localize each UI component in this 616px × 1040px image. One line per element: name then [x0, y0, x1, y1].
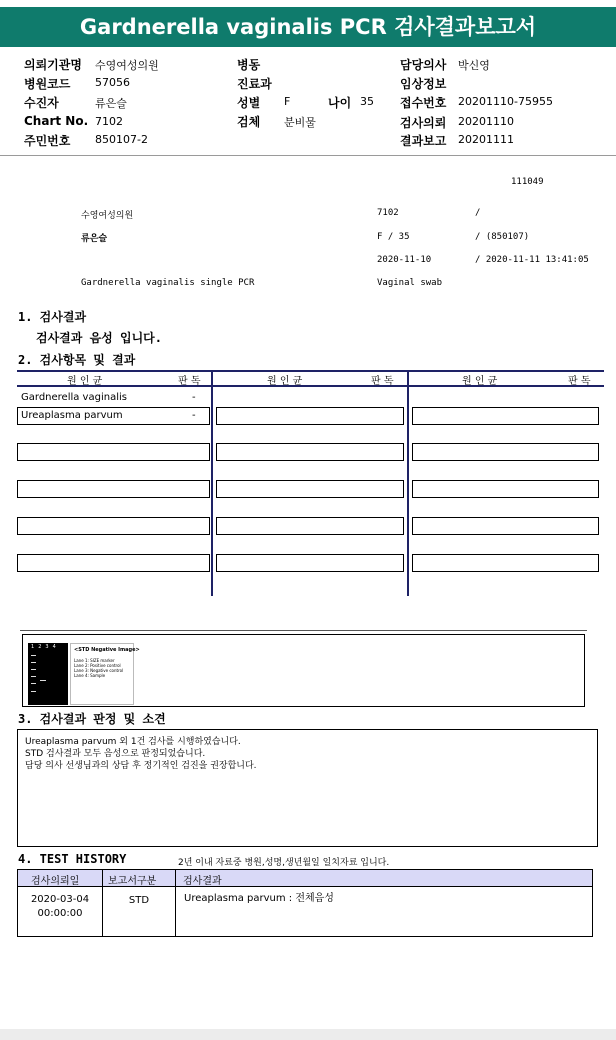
history-header-result: 검사결과 — [183, 876, 222, 887]
report-patient: 류은슬 — [81, 234, 108, 244]
col-pathogen-3: 원 인 균 — [462, 376, 498, 387]
gel-legend — [70, 643, 140, 705]
empty-cell — [216, 407, 404, 425]
label-receipt-no: 접수번호 — [400, 96, 447, 110]
history-row-date: 2020-03-04 — [30, 894, 90, 905]
row-pathogen-2: Ureaplasma parvum — [21, 410, 123, 421]
gel-image — [28, 643, 68, 705]
report-chart-no: 7102 — [377, 208, 399, 218]
table-header-rule — [17, 385, 604, 387]
history-header-row — [17, 869, 593, 887]
history-col-rule — [175, 869, 176, 937]
label-department: 진료과 — [237, 77, 272, 91]
value-rrn: 850107-2 — [95, 133, 148, 146]
empty-cell — [412, 443, 599, 461]
report-institution: 수영여성의원 — [81, 211, 134, 221]
section1-result-text: 검사결과 음성 입니다. — [36, 331, 163, 345]
report-title: Gardnerella vaginalis PCR 검사결과보고서 — [0, 7, 616, 47]
empty-cell — [412, 407, 599, 425]
label-ward: 병동 — [237, 58, 261, 72]
value-specimen: 분비물 — [284, 116, 316, 129]
empty-cell — [17, 443, 210, 461]
row-result-1: - — [192, 392, 196, 403]
col-judgment-2: 판 독 — [371, 376, 394, 387]
empty-cell — [216, 480, 404, 498]
history-row-time: 00:00:00 — [37, 908, 83, 919]
empty-cell — [17, 554, 210, 572]
empty-cell — [216, 554, 404, 572]
gel-band — [31, 691, 36, 692]
history-row-type: STD — [128, 895, 150, 906]
table-divider-1 — [211, 370, 213, 596]
label-report-date: 결과보고 — [400, 134, 447, 148]
section2-title: 2. 검사항목 및 결과 — [18, 353, 136, 367]
section1-title: 1. 검사결과 — [18, 310, 87, 324]
empty-cell — [412, 517, 599, 535]
report-request-date: 2020-11-10 — [377, 255, 432, 265]
col-judgment-3: 판 독 — [568, 376, 591, 387]
value-age: 35 — [360, 95, 374, 108]
label-doctor: 담당의사 — [400, 58, 447, 72]
value-chart-no: 7102 — [95, 115, 123, 128]
history-header-type: 보고서구분 — [108, 876, 157, 887]
col-pathogen-1: 원 인 균 — [67, 376, 103, 387]
section4-title: 4. TEST HISTORY — [18, 852, 127, 866]
col-judgment-1: 판 독 — [178, 376, 201, 387]
empty-cell — [17, 480, 210, 498]
value-institution: 수영여성의원 — [95, 59, 159, 72]
empty-cell — [412, 554, 599, 572]
col-pathogen-2: 원 인 균 — [267, 376, 303, 387]
label-institution: 의뢰기관명 — [24, 58, 82, 72]
report-specimen: Vaginal swab — [377, 278, 443, 288]
gel-top-rule — [20, 630, 587, 631]
empty-cell — [412, 480, 599, 498]
value-hospital-code: 57056 — [95, 76, 130, 89]
value-sex: F — [284, 95, 291, 108]
label-sex: 성별 — [237, 96, 261, 110]
report-datetime: / 2020-11-11 13:41:05 — [475, 255, 589, 265]
table-top-rule — [17, 370, 604, 372]
value-receipt-no: 20201110-75955 — [458, 95, 553, 108]
report-test-name: Gardnerella vaginalis single PCR — [81, 278, 255, 288]
header-divider — [0, 155, 616, 156]
gel-band — [31, 669, 36, 670]
value-doctor: 박신영 — [458, 59, 490, 72]
gel-band — [31, 662, 36, 663]
gel-legend-2: Lane 2: Positive control — [74, 663, 121, 668]
gel-legend-3: Lane 3: Negative control — [74, 668, 124, 673]
report-id: 111049 — [511, 177, 544, 187]
gel-band — [31, 683, 36, 684]
gel-title: <STD Negative Image> — [74, 647, 140, 653]
value-patient: 류은슬 — [95, 97, 127, 110]
row-pathogen-1: Gardnerella vaginalis — [21, 392, 127, 403]
opinion-line-3: 담당 의사 선생님과의 상담 후 정기적인 검진을 권장합니다. — [25, 761, 257, 771]
history-header-date: 검사의뢰일 — [31, 876, 80, 887]
label-chart-no: Chart No. — [24, 114, 89, 128]
empty-cell — [17, 517, 210, 535]
label-rrn: 주민번호 — [24, 134, 71, 148]
label-age: 나이 — [328, 96, 352, 110]
history-note: 2년 이내 자료중 병원,성명,생년월일 일치자료 입니다. — [178, 858, 390, 868]
value-report-date: 20201111 — [458, 133, 514, 146]
gel-legend-1: Lane 1: SIZE marker — [74, 658, 115, 663]
label-clinical-info: 임상정보 — [400, 77, 447, 91]
label-hospital-code: 병원코드 — [24, 77, 71, 91]
report-slash: / — [475, 208, 481, 218]
bottom-bar — [0, 1029, 616, 1040]
gel-band — [40, 680, 46, 681]
gel-band — [31, 655, 36, 656]
row-result-2: - — [192, 410, 196, 421]
label-specimen: 검체 — [237, 115, 261, 129]
gel-lane-numbers: 1234 — [31, 644, 60, 650]
empty-cell — [216, 517, 404, 535]
opinion-line-2: STD 검사결과 모두 음성으로 판정되었습니다. — [25, 749, 206, 759]
empty-cell — [216, 443, 404, 461]
report-sex-age: F / 35 — [377, 232, 410, 242]
table-divider-2 — [407, 370, 409, 596]
gel-legend-4: Lane 4: Sample — [74, 673, 106, 678]
history-row-result: Ureaplasma parvum : 전체음성 — [184, 893, 334, 904]
gel-band — [31, 676, 36, 677]
opinion-line-1: Ureaplasma parvum 외 1건 검사를 시행하였습니다. — [25, 737, 241, 747]
report-rrn: / (850107) — [475, 232, 530, 242]
value-request-date: 20201110 — [458, 115, 514, 128]
label-patient: 수진자 — [24, 96, 59, 110]
section3-title: 3. 검사결과 판정 및 소견 — [18, 712, 166, 726]
label-request-date: 검사의뢰 — [400, 116, 447, 130]
